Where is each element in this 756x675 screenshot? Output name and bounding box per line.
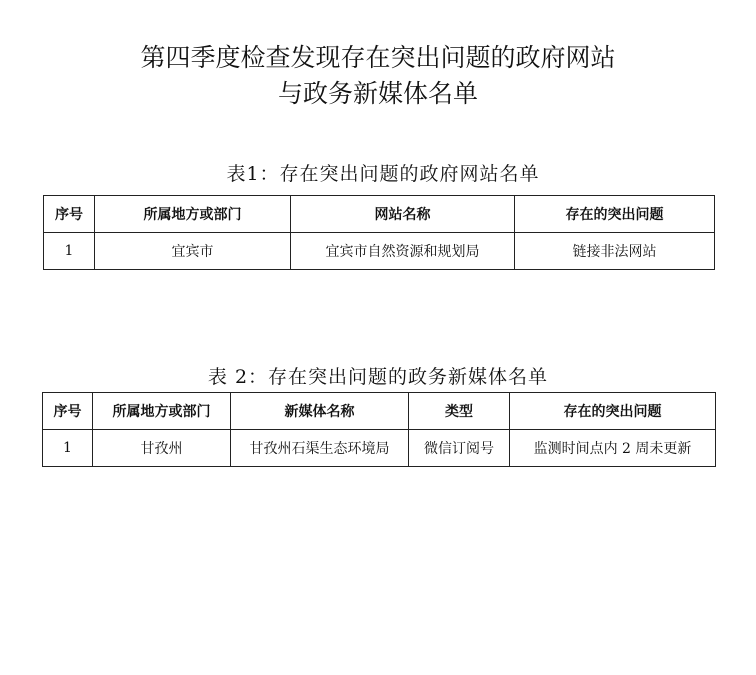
table-row <box>44 233 715 270</box>
table1-caption: 表1：存在突出问题的政府网站名单 <box>226 163 540 185</box>
header-issue: 存在的突出问题 <box>515 196 715 233</box>
cell-region: 甘孜州 <box>93 430 231 467</box>
page-title-line-2: 与政务新媒体名单 <box>277 79 478 108</box>
cell-type: 微信订阅号 <box>409 430 510 467</box>
header-index: 序号 <box>44 196 95 233</box>
cell-website-name: 宜宾市自然资源和规划局 <box>291 233 515 270</box>
new-media-table <box>42 392 716 467</box>
header-index: 序号 <box>43 393 93 430</box>
header-website-name: 网站名称 <box>291 196 515 233</box>
cell-issue: 监测时间点内 2 周未更新 <box>510 430 716 467</box>
header-type: 类型 <box>409 393 510 430</box>
table2-caption: 表 2：存在突出问题的政务新媒体名单 <box>207 366 549 388</box>
table-row <box>43 430 716 467</box>
page-title-line-1: 第四季度检查发现存在突出问题的政府网站 <box>140 43 616 72</box>
government-websites-table <box>43 195 715 270</box>
cell-index: 1 <box>43 430 93 467</box>
cell-region: 宜宾市 <box>95 233 291 270</box>
header-media-name: 新媒体名称 <box>231 393 409 430</box>
table-header-row <box>43 393 716 430</box>
cell-media-name: 甘孜州石渠生态环境局 <box>231 430 409 467</box>
table-header-row <box>44 196 715 233</box>
header-issue: 存在的突出问题 <box>510 393 716 430</box>
cell-index: 1 <box>44 233 95 270</box>
header-region: 所属地方或部门 <box>95 196 291 233</box>
cell-issue: 链接非法网站 <box>515 233 715 270</box>
header-region: 所属地方或部门 <box>93 393 231 430</box>
